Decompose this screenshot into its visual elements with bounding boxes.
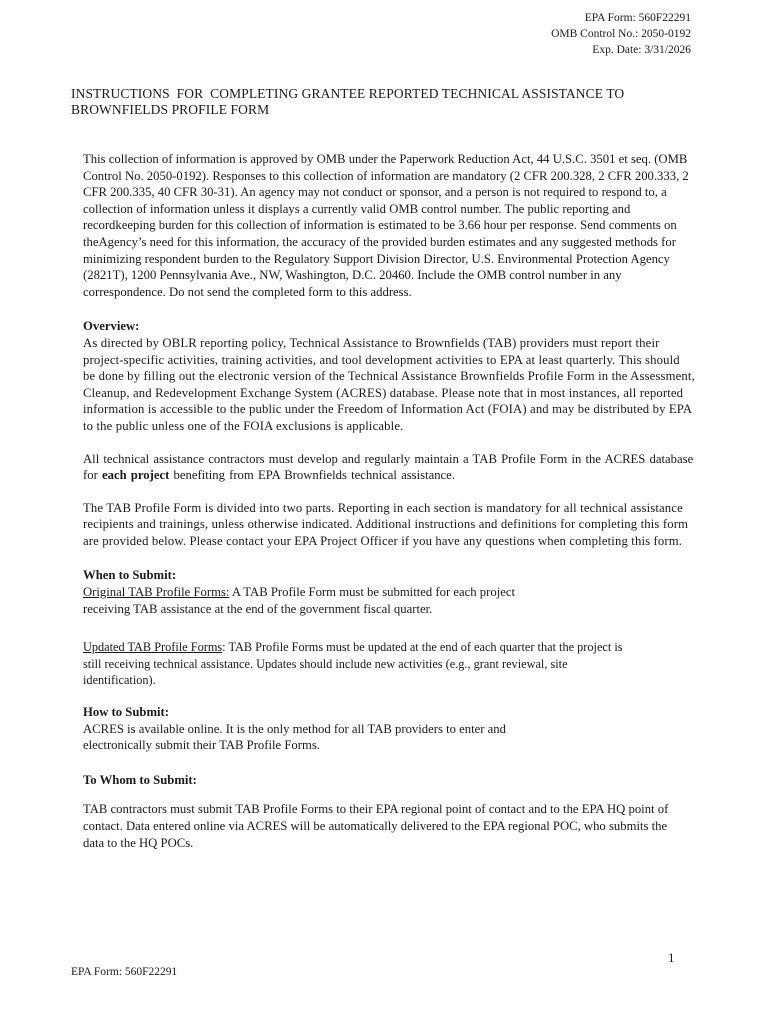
each-project-paragraph bbox=[83, 451, 695, 484]
form-number: EPA Form: 560F22291 bbox=[584, 12, 691, 24]
how-to-submit-text: ACRES is available online. It is the only method for all TAB providers to enter and electronically submit their TAB Profile Forms. bbox=[83, 721, 506, 753]
omb-control-number: OMB Control No.: 2050-0192 bbox=[551, 28, 691, 40]
original-forms-paragraph bbox=[83, 584, 563, 617]
how-to-submit-heading: How to Submit: bbox=[83, 705, 169, 720]
each-project-text-start: All technical assistance contractors must develop and regularly maintain a TAB Profile Form in the ACRES database for bbox=[83, 451, 694, 483]
original-forms-label: Original TAB Profile Forms: bbox=[83, 585, 230, 600]
to-whom-text: TAB contractors must submit TAB Profile Forms to their EPA regional point of contact and to the EPA HQ point of contact. Data entered online via ACRES will be automatically delivered to the EPA regional POC, who submits the data to the HQ POCs. bbox=[83, 802, 669, 850]
expiration-date: Exp. Date: 3/31/2026 bbox=[592, 44, 691, 56]
when-to-submit-heading: When to Submit: bbox=[83, 568, 177, 583]
each-project-text-end: benefiting from EPA Brownfields technical assistance. bbox=[169, 468, 455, 483]
form-header bbox=[551, 10, 691, 58]
original-forms-text: A TAB Profile Form must be submitted for each project receiving TAB assistance at the end of the government fiscal quarter. bbox=[83, 585, 516, 616]
updated-forms-paragraph bbox=[83, 639, 643, 689]
document-body bbox=[83, 151, 695, 851]
updated-forms-text: : TAB Profile Forms must be updated at the end of each quarter that the project is still receiving technical assistance. Updates should include new activities (e.g., grant reviewal, site identification). bbox=[83, 640, 623, 688]
updated-forms-label: Updated TAB Profile Forms bbox=[83, 640, 223, 655]
page-number: 1 bbox=[668, 950, 675, 965]
profile-parts-paragraph: The TAB Profile Form is divided into two parts. Reporting in each section is mandatory for all technical assistance recipients and trainings, unless otherwise indicated. Additional instructions and definitions for completing this form are provided below. Please contact your EPA Project Officer if you have any questions when completing this form. bbox=[83, 500, 689, 548]
each-project-bold: each project bbox=[101, 468, 170, 483]
paperwork-reduction-paragraph: This collection of information is approved by OMB under the Paperwork Reduction Act, 44 U.S.C. 3501 et seq. (OMB Control No. 2050-0192). Responses to this collection of information are mandatory (2 CFR 200.328, 2 CFR 200.333, 2 CFR 200.335, 40 CFR 30-31). An agency may not conduct or sponsor, and a person is not required to respond to, a collection of information unless it displays a currently valid OMB control number. The public reporting and recordkeeping burden for this collection of information is estimated to be 3.66 hour per response. Send comments on theAgency’s need for this information, the accuracy of the provided burden estimates and any suggested methods for minimizing respondent burden to the Regulatory Support Division Director, U.S. Environmental Protection Agency (2821T), 1200 Pennsylvania Ave., NW, Washington, D.C. 20460. Include the OMB control number in any correspondence. Do not send the completed form to this address. bbox=[83, 152, 689, 299]
overview-heading: Overview: bbox=[83, 319, 140, 334]
overview-paragraph: As directed by OBLR reporting policy, Technical Assistance to Brownfields (TAB) providers must report their project-specific activities, training activities, and tool development activities to EPA at least quarterly. This should be done by filling out the electronic version of the Technical Assistance Brownfields Profile Form in the Assessment, Cleanup, and Redevelopment Exchange System (ACRES) database. Please note that in most instances, all reported information is accessible to the public under the Freedom of Information Act (FOIA) and may be distributed by EPA to the public unless one of the FOIA exclusions is applicable. bbox=[83, 335, 695, 433]
page-footer: EPA Form: 560F22291 bbox=[71, 966, 178, 978]
to-whom-heading: To Whom to Submit: bbox=[83, 772, 197, 787]
document-title: INSTRUCTIONS FOR COMPLETING GRANTEE REPORTED TECHNICAL ASSISTANCE TO BROWNFIELDS PROFILE FORM bbox=[71, 86, 628, 117]
